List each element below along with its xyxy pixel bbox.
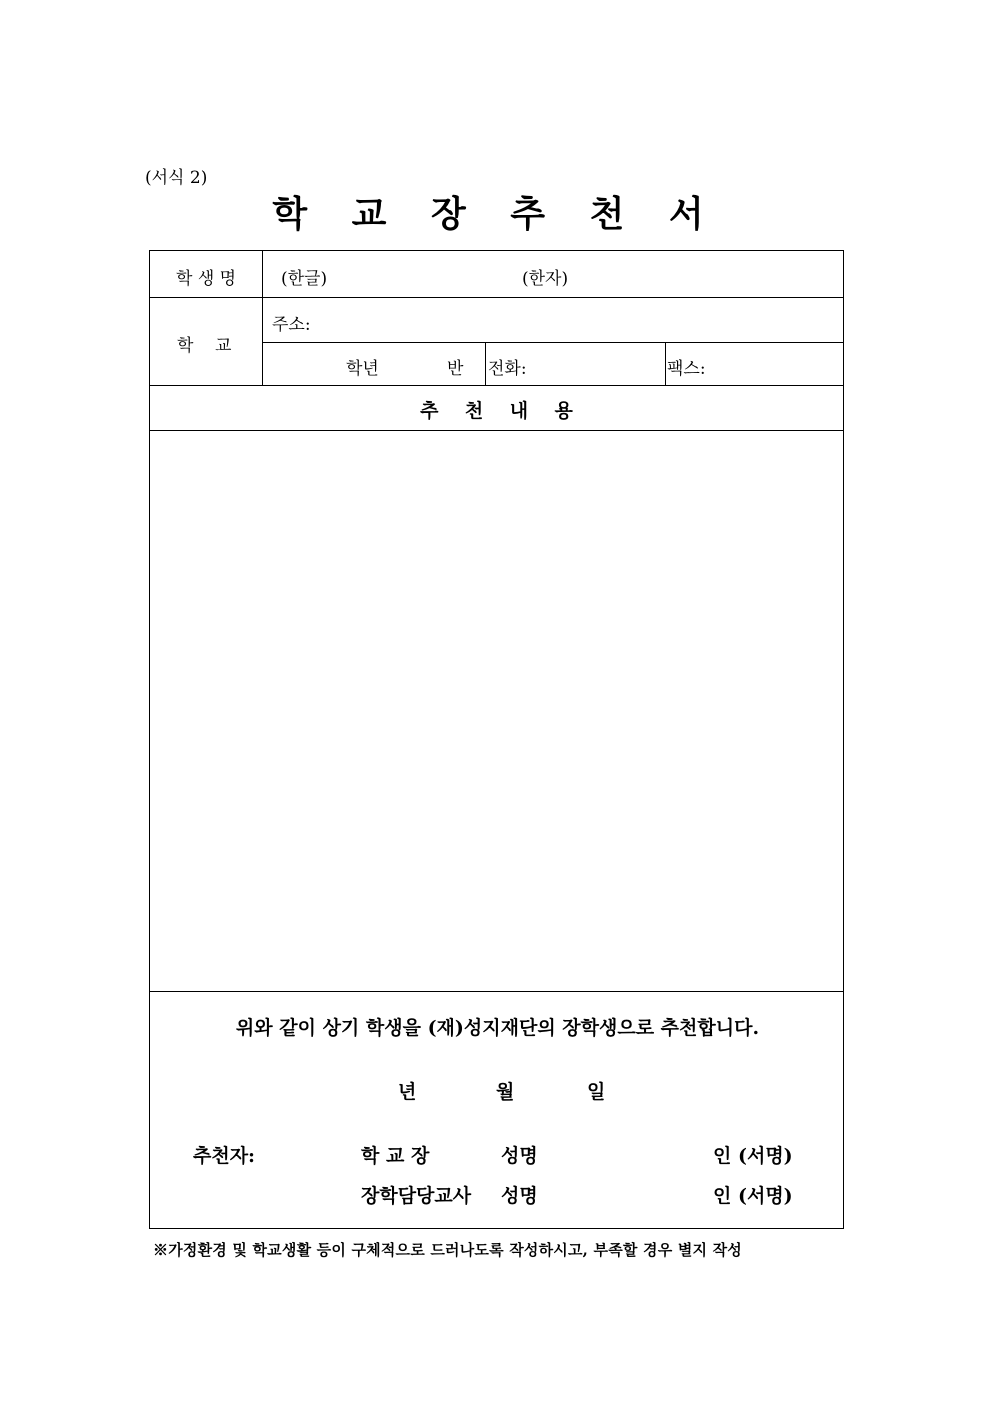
recommend-header: 추 천 내 용 xyxy=(420,400,573,422)
school-label: 학 교 xyxy=(177,336,232,356)
principal-name-field[interactable]: 성명 xyxy=(501,1145,538,1167)
hangul-name-field[interactable]: (한글) xyxy=(281,269,328,289)
date-year[interactable]: 년 xyxy=(398,1081,417,1103)
phone-field[interactable]: 전화: xyxy=(488,359,527,379)
row-divider xyxy=(150,991,843,992)
column-divider xyxy=(485,342,486,385)
recommender-label: 추천자: xyxy=(193,1145,256,1167)
hanja-name-field[interactable]: (한자) xyxy=(522,269,569,289)
teacher-name-field[interactable]: 성명 xyxy=(501,1185,538,1207)
row-divider xyxy=(150,297,843,298)
column-divider xyxy=(262,251,263,385)
principal-seal[interactable]: 인 (서명) xyxy=(713,1145,793,1167)
closing-statement: 위와 같이 상기 학생을 (재)성지재단의 장학생으로 추천합니다. xyxy=(235,1017,760,1039)
page-title: 학 교 장 추 천 서 xyxy=(272,193,720,235)
row-divider xyxy=(262,342,843,343)
date-day[interactable]: 일 xyxy=(587,1081,606,1103)
date-month[interactable]: 월 xyxy=(496,1081,515,1103)
teacher-label: 장학담당교사 xyxy=(361,1185,472,1207)
fax-field[interactable]: 팩스: xyxy=(667,359,706,379)
address-field[interactable]: 주소: xyxy=(272,315,311,335)
teacher-seal[interactable]: 인 (서명) xyxy=(713,1185,793,1207)
recommendation-form xyxy=(149,250,844,1229)
grade-field[interactable]: 학년 xyxy=(346,359,379,379)
row-divider xyxy=(150,385,843,386)
column-divider xyxy=(665,342,666,385)
principal-label: 학 교 장 xyxy=(361,1145,430,1167)
recommend-content-area[interactable] xyxy=(150,430,843,991)
student-name-label: 학 생 명 xyxy=(176,269,237,289)
footnote: ※가정환경 및 학교생활 등이 구체적으로 드러나도록 작성하시고, 부족할 경우 별지 작성 xyxy=(153,1241,742,1259)
form-code: (서식 2) xyxy=(145,168,208,188)
class-field[interactable]: 반 xyxy=(447,359,464,379)
